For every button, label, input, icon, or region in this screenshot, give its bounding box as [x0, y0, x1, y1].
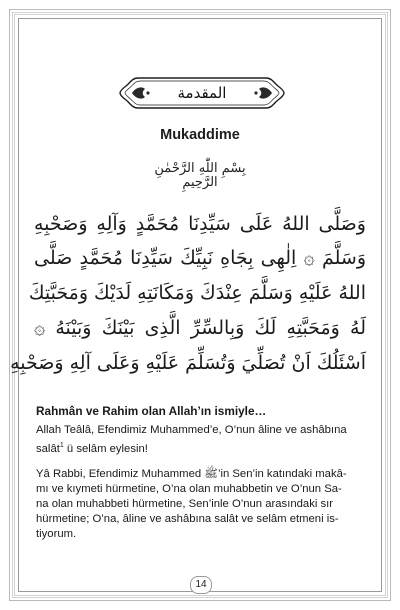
- arabic-text-line: اَسْئَلُكَ اَنْ تُصَلِّيَ وَتُسَلِّمَ عَلَيْهِ وَعَلَى آلِهِ وَصَحْبِهِ: [10, 352, 366, 374]
- section-title-arabic: المقدمة: [177, 84, 227, 102]
- footnote-marker: 1: [59, 442, 64, 449]
- translation-paragraph-1: [36, 423, 366, 457]
- arabic-text-line: وَصَلَّى اللهُ عَلَى سَيِّدِنَا مُحَمَّدٍ وَآلِهِ وَصَحْبِهِ: [34, 213, 366, 235]
- arabic-text-line: لَهُ وَمَحَبَّتِهِ لَكَ وَبِالسِّرِّ الَّذِى بَيْنَكَ وَبَيْنَهُ ۞: [34, 317, 366, 339]
- section-title-banner: [118, 74, 286, 112]
- translation-paragraph-2: [36, 467, 366, 542]
- paragraph-text: Yâ Rabbi, Efendimiz Muhammed: [36, 468, 205, 480]
- paragraph-line: hürmetine; O’na, âline ve ashâbına salât ve selâm etmeni is-: [36, 513, 339, 525]
- paragraph-line: Allah Teâlâ, Efendimiz Muhammed’e, O’nun âline ve ashâbına: [36, 424, 347, 436]
- paragraph-text: salât: [36, 442, 60, 455]
- paragraph-line: [36, 438, 366, 457]
- paragraph-text: ’in Sen’in katındaki makâ-: [217, 468, 347, 480]
- basmala-calligraphy: بِسْمِ اللّٰهِ الرَّحْمٰنِ الرَّحِيمِ: [154, 161, 246, 190]
- page-number: 14: [190, 576, 212, 594]
- paragraph-text: ü selâm eylesin!: [63, 442, 148, 455]
- paragraph-line: mı ve kıymeti hürmetine, O’na olan muhabbetin ve O’nun Sa-: [36, 483, 342, 495]
- paragraph-line: [36, 467, 366, 482]
- arabic-text-line: وَسَلَّمَ ۞ اِلٰهِى بِجَاهِ نَبِيِّكَ سَيِّدِنَا مُحَمَّدٍ صَلَّى: [34, 247, 366, 269]
- page-footer: [0, 574, 400, 594]
- arabic-text-line: اللهُ عَلَيْهِ وَسَلَّمَ عِنْدَكَ وَمَكَانَتِهِ لَدَيْكَ وَمَحَبَّتِكَ: [28, 282, 366, 304]
- page-heading: Mukaddime: [160, 127, 240, 143]
- paragraph-line: tiyorum.: [36, 528, 77, 540]
- honorific-symbol: ﷺ: [204, 468, 218, 480]
- translation-title: Rahmân ve Rahim olan Allah’ın ismiyle…: [36, 404, 267, 418]
- paragraph-line: na olan muhabbeti hürmetine, Sen’inle O’nun arasındaki sır: [36, 498, 334, 510]
